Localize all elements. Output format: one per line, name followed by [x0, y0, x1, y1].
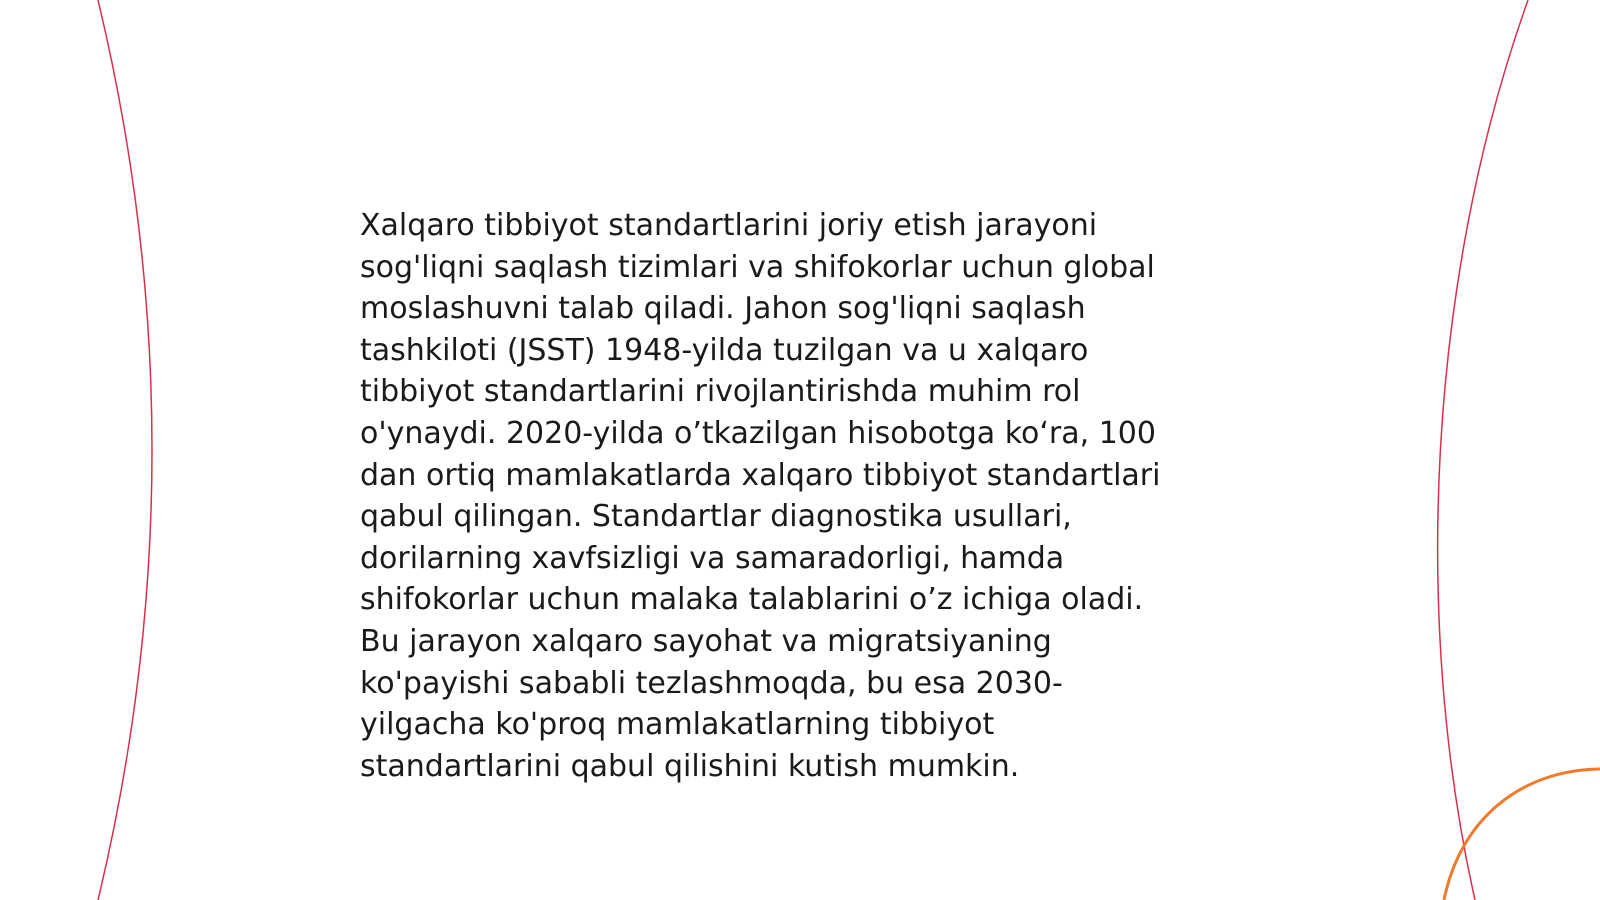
- left-curve-line: [98, 0, 152, 900]
- right-curve-line: [1438, 0, 1528, 900]
- orange-arc: [1444, 769, 1600, 900]
- body-paragraph: Xalqaro tibbiyot standartlarini joriy etish jarayoni sog'liqni saqlash tizimlari va shifokorlar uchun global moslashuvni talab qiladi. Jahon sog'liqni saqlash tashkiloti (JSST) 1948-yilda tuzilgan va u xalqaro tibbiyot standartlarini rivojlantirishda muhim rol o'ynaydi. 2020-yilda o’tkazilgan hisobotga ko‘ra, 100 dan ortiq mamlakatlarda xalqaro tibbiyot standartlari qabul qilingan. Standartlar diagnostika usullari, dorilarning xavfsizligi va samaradorligi, hamda shifokorlar uchun malaka talablarini o’z ichiga oladi. Bu jarayon xalqaro sayohat va migratsiyaning ko'payishi sababli tezlashmoqda, bu esa 2030- yilgacha ko'proq mamlakatlarning tibbiyot standartlarini qabul qilishini kutish mumkin.: [360, 208, 1161, 784]
